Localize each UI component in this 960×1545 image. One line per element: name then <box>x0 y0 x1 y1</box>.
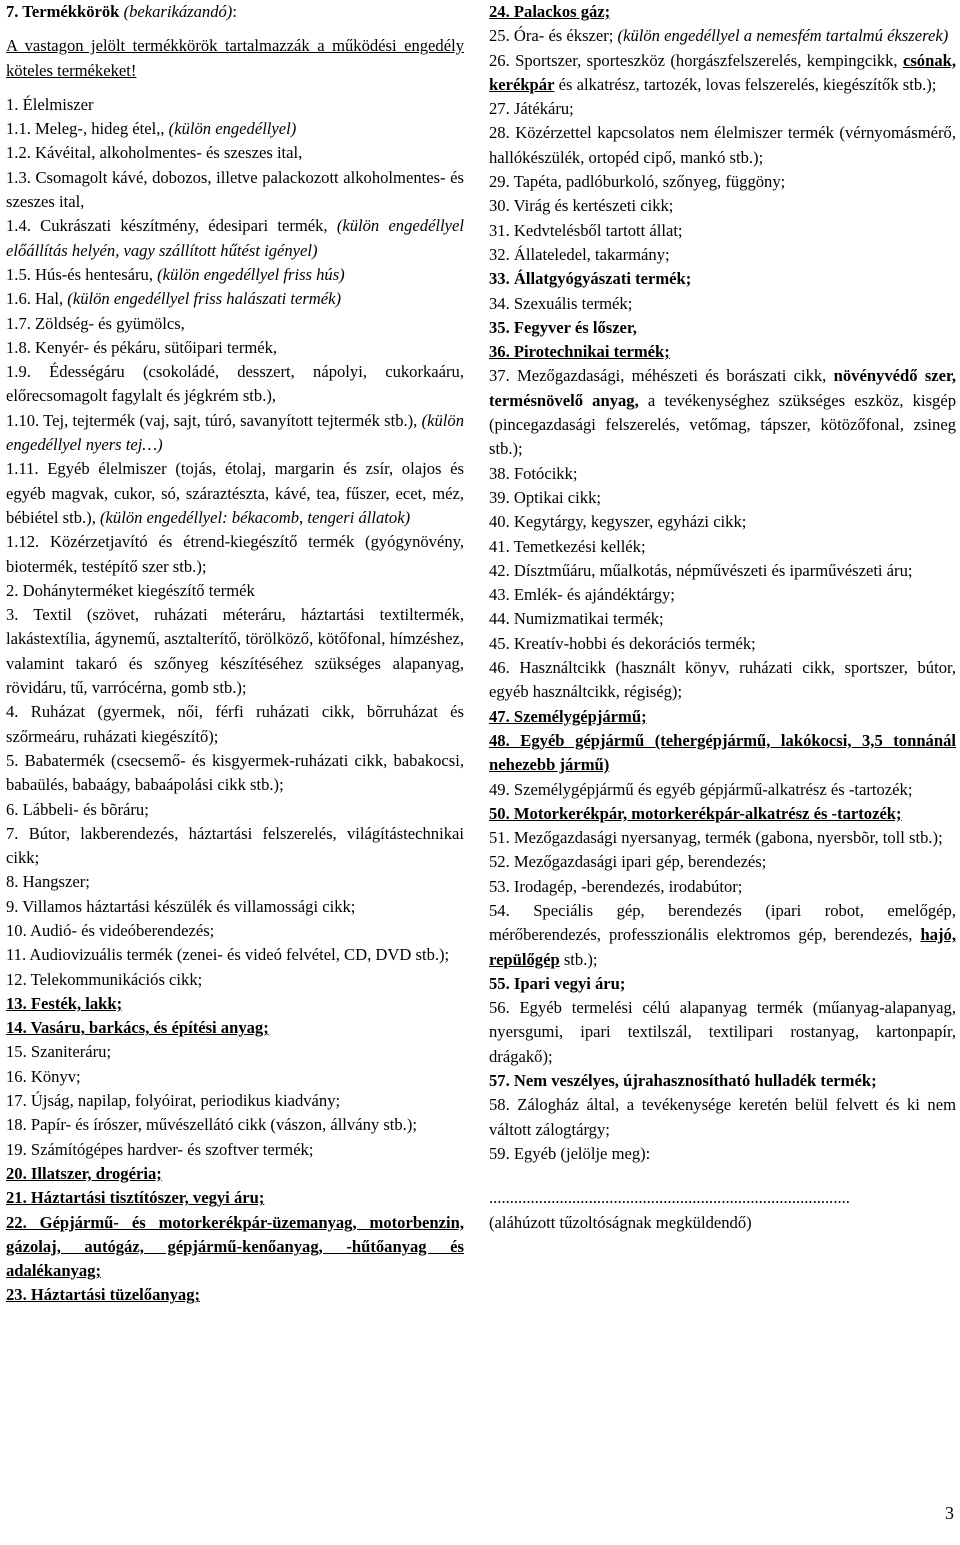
text-run: 13. Festék, lakk; <box>6 993 123 1013</box>
text-run: a tevékenységhez szükséges eszköz, kisgép (pincegazdasági felszerelés, vetőmag, tápszer, kötözőfonal, zsineg stb.); <box>489 390 957 459</box>
list-item <box>6 1113 464 1137</box>
text-run: 34. Szexuális termék; <box>489 293 633 313</box>
text-run: 28. Közérzettel kapcsolatos nem élelmiszer termék (vérnyomásmérő, hallókészülék, ortopéd cipő, mankó stb.); <box>489 123 956 167</box>
list-item <box>6 870 464 894</box>
list-item <box>6 968 464 992</box>
list-item <box>489 267 956 291</box>
list-item <box>489 996 956 1069</box>
list-item <box>6 603 464 700</box>
text-run: (külön engedéllyel a nemesfém tartalmú ékszerek) <box>617 26 949 46</box>
text-run: 22. Gépjármű- és motorkerékpár-üzemanyag, motorbenzin, gázolaj, autógáz, gépjármű-kenőanyag, -hűtőanyag és adalékanyag; <box>6 1212 464 1281</box>
list-item <box>489 24 956 48</box>
text-run: 1.1. Meleg-, hideg étel,, <box>6 119 169 139</box>
list-item <box>489 194 956 218</box>
text-run: 37. Mezőgazdasági, méhészeti és borászati cikk, <box>489 366 834 386</box>
text-run: csónak, kerékpár <box>489 50 956 94</box>
text-run: 12. Telekommunikációs cikk; <box>6 969 203 989</box>
text-run: 1. Élelmiszer <box>6 94 94 114</box>
text-run: (külön engedéllyel előállítás helyén, vagy szállított hűtést igényel) <box>6 216 464 260</box>
text-run: 1.11. Egyéb élelmiszer (tojás, étolaj, margarin és zsír, olajos és egyéb magvak, cukor, só, száraztészta, kávé, tea, fűszer, ecet, méz, bébiétel stb.), <box>6 459 464 527</box>
text-run: 20. Illatszer, drogéria; <box>6 1163 162 1183</box>
text-run: 59. Egyéb (jelölje meg): <box>489 1143 651 1163</box>
text-run: 26. Sportszer, sporteszköz (horgászfelszerelés, kempingcikk, <box>489 50 903 70</box>
list-item <box>6 822 464 871</box>
spacer <box>489 1176 956 1186</box>
text-run: : <box>232 2 237 21</box>
text-run: (külön engedéllyel: békacomb, tengeri állatok) <box>100 507 411 527</box>
list-item <box>489 826 956 850</box>
text-run: és alkatrész, tartozék, lovas felszerelés, kiegészítők stb.); <box>554 74 937 94</box>
list-item <box>6 0 464 24</box>
list-item <box>489 607 956 631</box>
text-run: 47. Személygépjármű; <box>489 706 647 726</box>
text-run: 39. Optikai cikk; <box>489 487 601 507</box>
list-item <box>6 1186 464 1210</box>
spacer <box>6 24 464 34</box>
text-run: 7. Termékkörök <box>6 2 124 21</box>
text-run: A vastagon jelölt termékkörök tartalmazzák a működési engedély köteles termékeket! <box>6 36 464 80</box>
list-item <box>489 121 956 170</box>
list-item <box>489 510 956 534</box>
text-run: stb.); <box>559 949 598 969</box>
list-item <box>489 778 956 802</box>
list-item <box>6 1138 464 1162</box>
list-item <box>489 1142 956 1166</box>
list-item <box>6 409 464 458</box>
list-item <box>6 1065 464 1089</box>
text-run: 25. Óra- és ékszer; <box>489 26 618 46</box>
spacer <box>6 83 464 93</box>
list-item <box>489 802 956 826</box>
text-run: 56. Egyéb termelési célú alapanyag termék (műanyag-alapanyag, nyersgumi, ipari textilszál, textilipari rostanyag, kartonpapír, drágakő); <box>489 998 956 1066</box>
list-item <box>6 214 464 263</box>
list-item <box>6 1040 464 1064</box>
list-item <box>6 360 464 409</box>
text-run: (külön engedéllyel) <box>168 119 297 139</box>
list-item <box>6 895 464 919</box>
list-item <box>6 1211 464 1284</box>
list-item <box>6 312 464 336</box>
text-run: ....................................................................................... <box>489 1188 850 1208</box>
text-run: 16. Könyv; <box>6 1066 81 1086</box>
list-item <box>6 34 464 83</box>
text-run: 27. Játékáru; <box>489 99 574 119</box>
text-run: 44. Numizmatikai termék; <box>489 609 664 629</box>
text-run: 14. Vasáru, barkács, és építési anyag; <box>6 1018 269 1038</box>
text-run: 3. Textil (szövet, ruházati méteráru, háztartási textiltermék, lakástextília, ágynemű, asztalterítő, törölköző, kötőfonal, hímzéshez, valamint takaró és szőnyeg készítéséhez szükséges alapanyag, rövidáru, tű, varrócérna, gomb stb.); <box>6 605 464 698</box>
text-run: 49. Személygépjármű és egyéb gépjármű-alkatrész és -tartozék; <box>489 779 913 799</box>
list-item <box>489 972 956 996</box>
list-item <box>6 287 464 311</box>
list-item <box>6 1162 464 1186</box>
text-run: 52. Mezőgazdasági ipari gép, berendezés; <box>489 852 767 872</box>
list-item <box>489 340 956 364</box>
list-item <box>489 705 956 729</box>
text-run: 1.4. Cukrászati készítmény, édesipari termék, <box>6 216 337 236</box>
list-item <box>6 1283 464 1307</box>
list-item <box>6 992 464 1016</box>
list-item <box>489 1069 956 1093</box>
list-item <box>489 316 956 340</box>
list-item <box>489 243 956 267</box>
list-item <box>489 486 956 510</box>
list-item <box>6 1016 464 1040</box>
text-run: 1.8. Kenyér- és pékáru, sütőipari termék, <box>6 337 278 357</box>
text-run: (külön engedéllyel friss halászati termék) <box>67 289 342 309</box>
list-item <box>489 729 956 778</box>
list-item <box>6 166 464 215</box>
list-item <box>489 632 956 656</box>
text-run: 45. Kreatív-hobbi és dekorációs termék; <box>489 633 756 653</box>
text-run: 54. Speciális gép, berendezés (ipari robot, emelőgép, mérőberendezés, professzionális elektromos gép, berendezés, <box>489 900 956 945</box>
list-item <box>489 1186 956 1210</box>
text-run: 41. Temetkezési kellék; <box>489 536 646 556</box>
text-run: 38. Fotócikk; <box>489 463 578 483</box>
list-item <box>489 364 956 461</box>
text-run: 43. Emlék- és ajándéktárgy; <box>489 585 675 605</box>
list-item <box>6 457 464 530</box>
text-run: 33. Állatgyógyászati termék; <box>489 269 692 289</box>
text-run: 48. Egyéb gépjármű (tehergépjármű, lakókocsi, 3,5 tonnánál nehezebb jármű) <box>489 730 956 775</box>
text-run: 21. Háztartási tisztítószer, vegyi áru; <box>6 1188 265 1208</box>
list-item <box>489 219 956 243</box>
text-run: 51. Mezőgazdasági nyersanyag, termék (gabona, nyersbõr, toll stb.); <box>489 828 943 848</box>
list-item <box>6 117 464 141</box>
text-run: 46. Használtcikk (használt könyv, ruházati cikk, sportszer, bútor, egyéb használtcikk, régiség); <box>489 658 956 702</box>
list-item <box>6 579 464 603</box>
text-run: 11. Audiovizuális termék (zenei- és videó felvétel, CD, DVD stb.); <box>6 945 450 965</box>
list-item <box>489 97 956 121</box>
list-item <box>6 93 464 117</box>
list-item <box>489 1211 956 1235</box>
text-run: 1.10. Tej, tejtermék (vaj, sajt, túró, savanyított tejtermék stb.), <box>6 410 422 430</box>
list-item <box>489 170 956 194</box>
page-number: 3 <box>945 1503 954 1523</box>
list-item <box>6 798 464 822</box>
text-run: 23. Háztartási tüzelőanyag; <box>6 1285 201 1305</box>
list-item <box>489 0 956 24</box>
list-item <box>6 263 464 287</box>
text-run: 24. Palackos gáz; <box>489 2 611 21</box>
list-item <box>489 656 956 705</box>
text-run: 1.3. Csomagolt kávé, dobozos, illetve palackozott alkoholmentes- és szeszes ital, <box>6 167 464 212</box>
text-run: (külön engedéllyel nyers tej…) <box>6 410 464 455</box>
text-run: 1.6. Hal, <box>6 289 68 309</box>
list-item <box>6 336 464 360</box>
text-run: 19. Számítógépes hardver- és szoftver termék; <box>6 1139 314 1159</box>
list-item <box>6 943 464 967</box>
list-item <box>489 899 956 972</box>
text-run: 55. Ipari vegyi áru; <box>489 973 626 993</box>
list-item <box>489 462 956 486</box>
list-item <box>6 530 464 579</box>
text-run: (aláhúzott tűzoltóságnak megküldendő) <box>489 1212 752 1232</box>
text-run: 36. Pirotechnikai termék; <box>489 342 670 362</box>
list-item <box>489 535 956 559</box>
list-item <box>489 1093 956 1142</box>
text-run: 29. Tapéta, padlóburkoló, szőnyeg, függöny; <box>489 172 786 192</box>
list-item <box>489 583 956 607</box>
list-item <box>489 292 956 316</box>
list-item <box>6 919 464 943</box>
text-run: 42. Dísztműáru, műalkotás, népművészeti és iparművészeti áru; <box>489 560 913 580</box>
text-run: 2. Dohányterméket kiegészítő termék <box>6 580 255 600</box>
list-item <box>6 700 464 749</box>
text-run: 10. Audió- és videóberendezés; <box>6 920 215 940</box>
list-item <box>489 850 956 874</box>
text-run: hajó, repülőgép <box>489 925 956 969</box>
text-run: 15. Szaniteráru; <box>6 1042 112 1062</box>
list-item <box>6 1089 464 1113</box>
text-run: 32. Állateledel, takarmány; <box>489 244 670 264</box>
list-item <box>489 49 956 98</box>
text-run: 53. Irodagép, -berendezés, irodabútor; <box>489 876 743 896</box>
text-run: (külön engedéllyel friss hús) <box>157 264 345 284</box>
text-run: 6. Lábbeli- és bõráru; <box>6 799 149 819</box>
list-item <box>489 875 956 899</box>
text-run: 5. Babatermék (csecsemő- és kisgyermek-ruházati cikk, babakocsi, babaülés, babaágy, babaápolási cikk stb.); <box>6 750 464 795</box>
text-run: 40. Kegytárgy, kegyszer, egyházi cikk; <box>489 512 747 532</box>
text-run: 7. Bútor, lakberendezés, háztartási felszerelés, világítástechnikai cikk; <box>6 823 464 868</box>
text-run: (bekarikázandó) <box>123 2 233 21</box>
text-run: 4. Ruházat (gyermek, női, férfi ruházati cikk, bõrruházat és szőrmeáru, ruházati kiegészítő); <box>6 702 464 746</box>
text-run: 8. Hangszer; <box>6 872 90 892</box>
text-run: 1.12. Közérzetjavító és étrend-kiegészítő termék (gyógynövény, biotermék, testépítő szer stb.); <box>6 532 464 576</box>
text-run: 1.2. Kávéital, alkoholmentes- és szeszes ital, <box>6 143 303 163</box>
list-item <box>6 749 464 798</box>
text-run: 35. Fegyver és lőszer, <box>489 317 637 337</box>
text-run: 30. Virág és kertészeti cikk; <box>489 196 674 216</box>
text-run: 58. Zálogház által, a tevékenysége keretén belül felvett és ki nem váltott zálogtárgy; <box>489 1095 956 1139</box>
spacer <box>489 1166 956 1176</box>
list-item <box>489 559 956 583</box>
text-run: 1.9. Édességáru (csokoládé, desszert, nápolyi, cukorkaáru, előrecsomagolt fagylalt és jégkrém stb.), <box>6 362 464 406</box>
text-run: 17. Újság, napilap, folyóirat, periodikus kiadvány; <box>6 1091 341 1111</box>
text-run: 18. Papír- és írószer, művészellátó cikk (vászon, állvány stb.); <box>6 1115 417 1135</box>
text-run: 1.7. Zöldség- és gyümölcs, <box>6 313 185 333</box>
text-run: 1.5. Hús-és hentesáru, <box>6 264 158 284</box>
list-item <box>6 141 464 165</box>
right-column <box>489 0 956 1235</box>
text-run: növényvédő szer, termésnövelő anyag, <box>489 366 956 410</box>
text-run: 9. Villamos háztartási készülék és villamossági cikk; <box>6 896 356 916</box>
left-column <box>6 0 464 1308</box>
text-run: 57. Nem veszélyes, újrahasznosítható hulladék termék; <box>489 1071 877 1091</box>
text-run: 31. Kedvtelésből tartott állat; <box>489 220 683 240</box>
text-run: 50. Motorkerékpár, motorkerékpár-alkatrész és -tartozék; <box>489 803 902 823</box>
